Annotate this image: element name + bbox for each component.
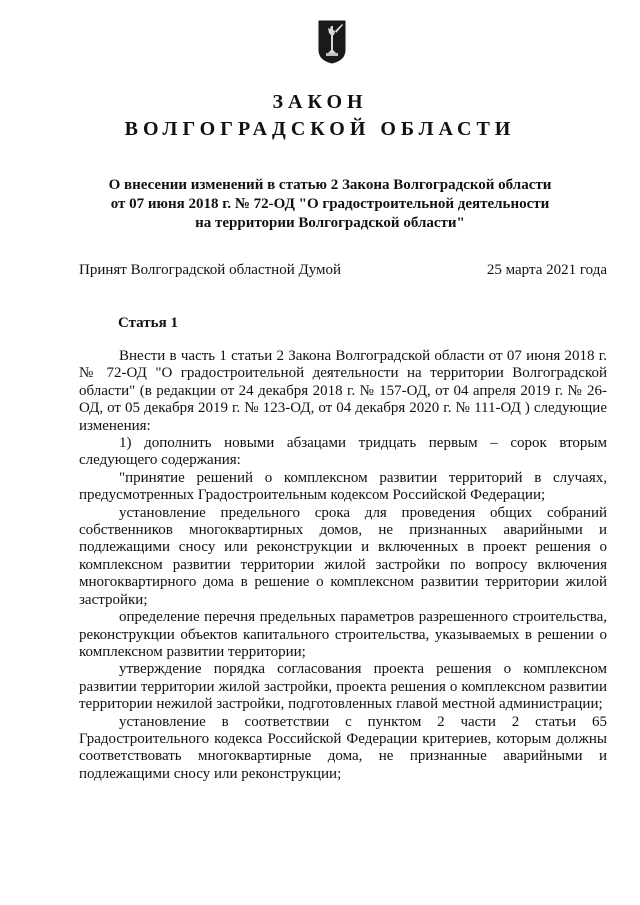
law-subject-line2: от 07 июня 2018 г. № 72-ОД "О градостроительной деятельности	[110, 196, 550, 212]
paragraph: "принятие решений о комплексном развитии территорий в случаях, предусмотренных Градостроительным кодексом Российской Федерации;	[79, 469, 607, 504]
law-subject-line3: на территории Волгоградской области"	[195, 215, 465, 231]
article-body	[79, 348, 607, 783]
law-subject-line1: О внесении изменений в статью 2 Закона Волгоградской области	[108, 177, 552, 193]
law-subject	[80, 176, 580, 233]
paragraph: установление в соответствии с пунктом 2 части 2 статьи 65 Градостроительного кодекса Российской Федерации критериев, которым должны соответствовать многоквартирные дома, не признанные аварийными и подлежащими сносу или реконструкции;	[79, 713, 607, 782]
article-heading: Статья 1	[118, 315, 178, 331]
paragraph: 1) дополнить новыми абзацами тридцать первым – сорок вторым следующего содержания:	[79, 435, 607, 469]
paragraph: определение перечня предельных параметров разрешенного строительства, реконструкции объектов капитального строительства, указываемых в решении о комплексном развитии территории;	[79, 609, 607, 660]
paragraph: Внести в часть 1 статьи 2 Закона Волгоградской области от 07 июня 2018 г. № 72-ОД "О градостроительной деятельности на территории Волгоградской области" (в редакции от 24 декабря 2018 г. № 157-ОД, от 04 апреля 2019 г. № 26-ОД, от 05 декабря 2019 г. № 123-ОД, от 04 декабря 2020 г. № 111-ОД ) следующие изменения:	[79, 348, 607, 434]
adopted-by: Принят Волгоградской областной Думой	[79, 262, 342, 278]
adoption-date: 25 марта 2021 года	[486, 262, 607, 278]
law-title-line1: ЗАКОН	[272, 91, 368, 113]
volgograd-coat-of-arms-icon	[318, 20, 346, 64]
paragraph: установление предельного срока для проведения общих собраний собственников многоквартирных домов, не признанных аварийными и подлежащими сносу или реконструкции и включенных в проект решения о комплексном развитии территории жилой застройки по вопросу включения многоквартирного дома в решение о комплексном развитии территории жилой застройки;	[79, 504, 607, 608]
paragraph: утверждение порядка согласования проекта решения о комплексном развитии территории жилой застройки, проекта решения о комплексном развитии территории нежилой застройки, подготовленных главой местной администрации;	[79, 661, 607, 713]
law-title-line2: ВОЛГОГРАДСКОЙ ОБЛАСТИ	[124, 118, 516, 140]
